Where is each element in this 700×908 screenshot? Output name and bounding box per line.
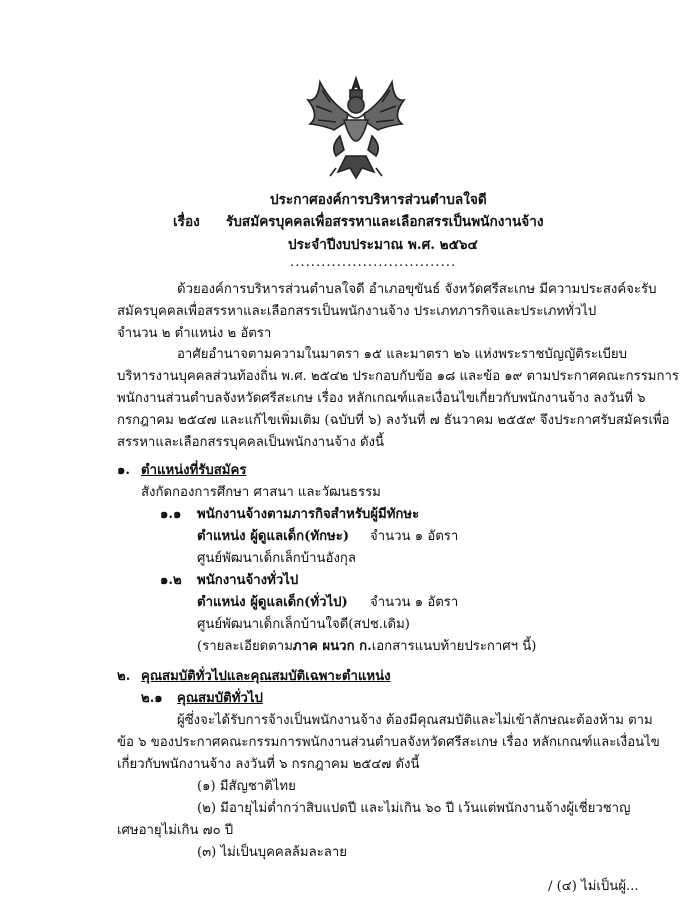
intro-p2-line2: บริหารงานบุคคลส่วนท้องถิ่น พ.ศ. ๒๕๔๒ ประกอบกับข้อ ๑๘ และข้อ ๑๙ ตามประกาศคณะกรรมการ <box>117 369 679 384</box>
item-1-2-position: ตำแหน่ง ผู้ดูแลเด็ก(ทั่วไป) <box>197 595 348 610</box>
qualification-2: (๒) มีอายุไม่ต่ำกว่าสิบแปดปี และไม่เกิน ๖๐ ปี เว้นแต่พนักงานจ้างผู้เชี่ยวชาญ <box>197 801 631 816</box>
item-1-2-type: พนักงานจ้างทั่วไป <box>197 573 299 588</box>
section2-heading: คุณสมบัติทั่วไปและคุณสมบัติเฉพาะตำแหน่ง <box>141 669 391 684</box>
page-continuation: / (๔) ไม่เป็นผู้... <box>548 879 639 894</box>
section1-number: ๑. <box>117 463 130 478</box>
intro-p1-line1: ด้วยองค์การบริหารส่วนตำบลใจดี อำเภอขุขันธ์ จังหวัดศรีสะเกษ มีความประสงค์จะรับ <box>177 282 657 297</box>
attachment-note: (รายละเอียดตามภาค ผนวก ก.เอกสารแนบท้ายประกาศฯ นี้) <box>197 639 537 654</box>
section1-heading: ตำแหน่งที่รับสมัคร <box>141 463 247 478</box>
intro-p2-line1: อาศัยอำนาจตามความในมาตรา ๑๕ และมาตรา ๒๖ แห่งพระราชบัญญัติระเบียบ <box>177 347 627 362</box>
item-1-2-number: ๑.๒ <box>160 573 182 588</box>
intro-p2-line3: พนักงานส่วนตำบลจังหวัดศรีสะเกษ เรื่อง หลักเกณฑ์และเงื่อนไขเกี่ยวกับพนักงานจ้าง ลงวันที่ ๖ <box>117 391 646 406</box>
section2-number: ๒. <box>117 669 131 684</box>
item-1-1-count: จำนวน ๑ อัตรา <box>370 529 459 544</box>
intro-p1-line2: สมัครบุคคลเพื่อสรรหาและเลือกสรรเป็นพนักงานจ้าง ประเภทภารกิจและประเภททั่วไป <box>117 304 597 319</box>
section2-1-number: ๒.๑ <box>141 691 163 706</box>
announcement-title: ประกาศองค์การบริหารส่วนตำบลใจดี <box>270 192 487 208</box>
section2-body-line2: ข้อ ๖ ของประกาศคณะกรรมการพนักงานส่วนตำบลจังหวัดศรีสะเกษ เรื่อง หลักเกณฑ์และเงื่อนไข <box>117 735 660 750</box>
item-1-1-number: ๑.๑ <box>160 507 182 522</box>
item-1-1-center: ศูนย์พัฒนาเด็กเล็กบ้านอังกุล <box>197 551 356 566</box>
fiscal-year: ประจำปีงบประมาณ พ.ศ. ๒๕๖๔ <box>288 237 478 253</box>
section1-division: สังกัดกองการศึกษา ศาสนา และวัฒนธรรม <box>141 485 381 500</box>
item-1-1-position: ตำแหน่ง ผู้ดูแลเด็ก(ทักษะ) <box>197 529 350 544</box>
section2-body-line3: เกี่ยวกับพนักงานจ้าง ลงวันที่ ๖ กรกฎาคม ๒๕๔๗ ดังนี้ <box>117 757 420 772</box>
qualification-2-cont: เศษอายุไม่เกิน ๗๐ ปี <box>117 823 234 838</box>
section2-1-heading: คุณสมบัติทั่วไป <box>177 691 263 706</box>
intro-p1-line3: จำนวน ๒ ตำแหน่ง ๒ อัตรา <box>117 326 272 341</box>
item-1-2-center: ศูนย์พัฒนาเด็กเล็กบ้านใจดี(สปช.เดิม) <box>197 617 410 632</box>
item-1-2-count: จำนวน ๑ อัตรา <box>370 595 459 610</box>
subject-label: เรื่อง <box>173 214 200 230</box>
subject-text: รับสมัครบุคคลเพื่อสรรหาและเลือกสรรเป็นพนักงานจ้าง <box>226 214 544 230</box>
section2-body-line1: ผู้ซึ่งจะได้รับการจ้างเป็นพนักงานจ้าง ต้องมีคุณสมบัติและไม่เข้าลักษณะต้องห้าม ตาม <box>177 713 653 728</box>
intro-p2-line4: กรกฎาคม ๒๕๔๗ และแก้ไขเพิ่มเติม (ฉบับที่ ๖) ลงวันที่ ๗ ธันวาคม ๒๕๕๙ จึงประกาศรับสมัครเพื่อ <box>117 413 670 428</box>
qualification-1: (๑) มีสัญชาติไทย <box>197 779 296 794</box>
item-1-1-type: พนักงานจ้างตามภารกิจสำหรับผู้มีทักษะ <box>197 507 420 522</box>
header-separator: ................................ <box>290 255 457 270</box>
intro-p2-line5: สรรหาและเลือกสรรบุคคลเป็นพนักงานจ้าง ดังนี้ <box>117 435 385 450</box>
garuda-emblem-icon <box>300 72 412 184</box>
qualification-3: (๓) ไม่เป็นบุคคลล้มละลาย <box>197 845 347 860</box>
